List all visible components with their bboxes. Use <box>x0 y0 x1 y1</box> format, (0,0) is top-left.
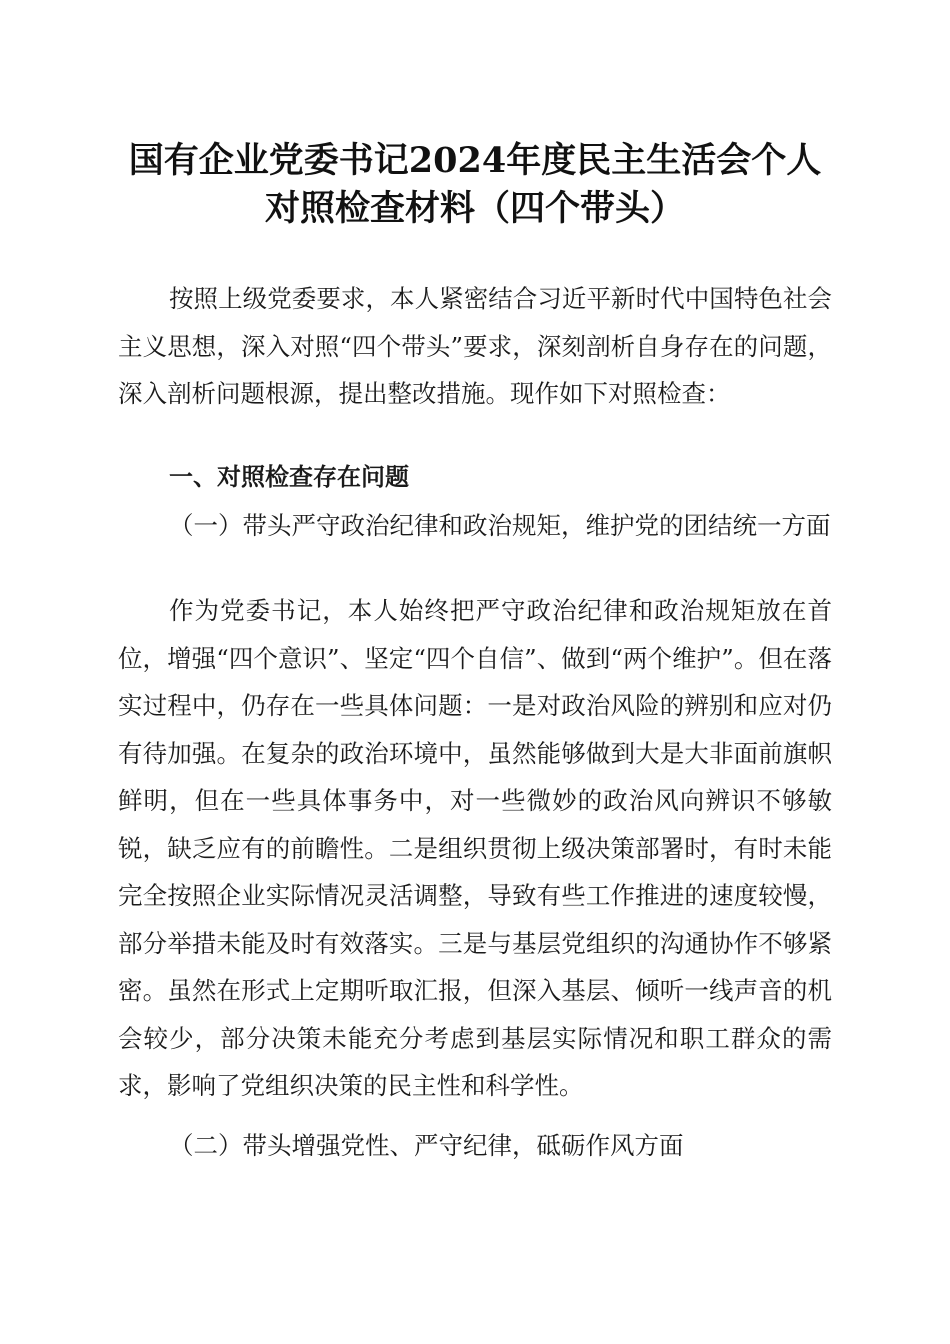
document-title-line-1: 国有企业党委书记2024年度民主生活会个人 <box>128 140 822 181</box>
section-one-heading: 一、对照检查存在问题 <box>169 463 409 491</box>
subsection-one-heading: （一）带头严守政治纪律和政治规矩，维护党的团结统一方面 <box>169 511 831 540</box>
subsection-two-heading: （二）带头增强党性、严守纪律，砥砺作风方面 <box>169 1131 684 1160</box>
subsection-one-body: 作为党委书记，本人始终把严守政治纪律和政治规矩放在首位，增强“四个意识”、坚定“四个自信”、做到“两个维护”。但在落实过程中，仍存在一些具体问题：一是对政治风险的辨别和应对仍有待加强。在复杂的政治环境中，虽然能够做到大是大非面前旗帜鲜明，但在一些具体事务中，对一些微妙的政治风向辨识不够敏锐，缺乏应有的前瞻性。二是组织贯彻上级决策部署时，有时未能完全按照企业实际情况灵活调整，导致有些工作推进的速度较慢，部分举措未能及时有效落实。三是与基层党组织的沟通协作不够紧密。虽然在形式上定期听取汇报，但深入基层、倾听一线声音的机会较少，部分决策未能充分考虑到基层实际情况和职工群众的需求，影响了党组织决策的民主性和科学性。 <box>118 596 832 1100</box>
document-title-line-2: 对照检查材料（四个带头） <box>264 188 685 229</box>
intro-paragraph: 按照上级党委要求，本人紧密结合习近平新时代中国特色社会主义思想，深入对照“四个带头”要求，深刻剖析自身存在的问题，深入剖析问题根源，提出整改措施。现作如下对照检查： <box>118 284 832 408</box>
